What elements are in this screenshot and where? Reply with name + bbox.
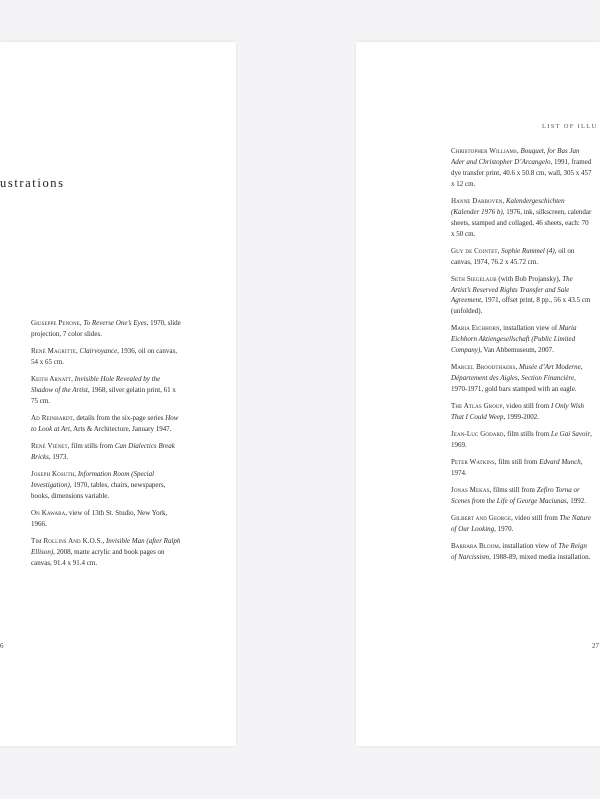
caption-entry: René Magritte, Clairvoyance, 1936, oil on canvas, 54 x 65 cm. [31,347,177,366]
artist-name: Joseph Kosuth [31,469,75,478]
artist-name: René Magritte [31,347,77,355]
caption-entry: Christopher Williams, Bouquet, for Bas Jan Ader and Christopher D’Arcangelo, 1991, framed dye transfer print, 40.6 x 50.8 cm, wall, 305 x 457 x 12 cm. [451,147,592,188]
artist-name: Peter Watkins [451,458,495,467]
caption-entry [451,323,593,356]
work-title: The Reign of Narcissism [451,542,587,562]
artist-name: Maria Eichhorn [451,324,500,333]
artist-name: On Kawara [31,508,66,517]
caption-prefix: , film stills from [503,430,551,439]
work-details: , 1970, tables, chairs, newspapers, books, dimensions variable. [31,480,166,500]
work-title: Bouquet, for Bas Jan Ader and Christopher D’Arcangelo [451,147,580,166]
caption-prefix: , film stills from [67,441,115,450]
work-title: Invisible Man (after Ralph Ellison) [31,536,181,556]
caption-entry [451,401,593,423]
caption-entry [451,485,593,507]
caption-prefix: , films still from [489,486,537,495]
caption-entry [451,513,593,535]
left-illustration-list [31,318,183,575]
caption-entry: Keith Arnatt, Invisible Hole Revealed by the Shadow of the Artist, 1968, silver gelatin print, 61 x 75 cm. [31,375,176,405]
work-title: Edvard Munch [539,458,581,467]
work-details: , oil on canvas, 1974, 76.2 x 45.72 cm. [451,246,575,266]
caption-entry [31,441,183,463]
caption-entry [451,457,593,479]
work-title: Maria Eichhorn Aktiengesellschaft (Public Limited Company) [451,324,577,355]
work-title: I Only Wish That I Could Weep [451,402,584,422]
work-details: , 1970-1971, gold bars stamped with an eagle. [451,374,577,394]
work-details: , 1970, slide projection, 7 color slides. [31,319,181,338]
page-number: 6 [0,642,4,650]
caption-entry [451,274,593,318]
artist-name: Tim Rollins And K.O.S. [31,536,103,545]
work-title: Information Room (Special Investigation) [31,469,155,489]
work-title: Kalendergeschichten (Kalender 1976 b) [451,196,565,216]
artist-name: Marcel Broodthaers [451,363,516,372]
caption-prefix: , details from the six-page series [72,413,166,422]
caption-prefix: , view of 13th St. Studio, New York, 1966. [31,508,168,528]
work-title: Le Gai Savoir [550,430,591,439]
work-details: , 1988-89, mixed media installation. [489,553,591,562]
work-title: Zefiro Torna or Scenes from the Life of George Maciunas [451,486,580,506]
artist-name: René Viénet [31,441,68,450]
work-details: , Arts & Architecture, January 1947. [69,424,172,433]
work-details: , 1992. [566,497,586,506]
work-title: Musée d’Art Moderne, Département des Aigles, Section Financière [451,363,583,383]
work-details: , 1968, silver gelatin print, 61 x 75 cm. [31,385,176,405]
artist-name: Ad Reinhardt [31,413,73,422]
artist-name: Gilbert and George [451,514,512,523]
work-details: , 1969. [451,430,592,450]
work-title: To Reverse One’s Eyes [83,319,147,327]
artist-name: Guy de Cointet [451,246,498,255]
artist-name: Hanne Darboven [451,196,503,205]
right-page [356,42,600,746]
artist-name: Seth Siegelaub [451,274,497,283]
caption-entry: Joseph Kosuth, Information Room (Special Investigation), 1970, tables, chairs, newspapers, books, dimensions variable. [31,469,166,500]
section-title: ustrations [0,176,65,190]
artist-name: Christopher Williams [451,147,517,155]
caption-entry: Hanne Darboven, Kalendergeschichten (Kalender 1976 b), 1976, ink, silkscreen, calendar sheets, stamped and collaged, 46 sheets, each: 70 x 50 cm. [451,196,592,238]
artist-name: Keith Arnatt [31,375,72,383]
work-details: , 1971, offset print, 8 pp., 56 x 43.5 cm (unfolded). [451,296,591,316]
work-details: , 1976, ink, silkscreen, calendar sheets, stamped and collaged, 46 sheets, each: 70 x 50 cm. [451,207,592,238]
running-header: LIST OF ILLU [542,123,598,130]
artist-name: Giuseppe Penone [31,319,80,327]
caption-prefix: , installation view of [499,324,559,333]
caption-entry: Giuseppe Penone, To Reverse One’s Eyes, 1970, slide projection, 7 color slides. [31,319,181,338]
work-details: , 1991, framed dye transfer print, 40.6 x 50.8 cm, wall, 305 x 457 x 12 cm. [451,157,592,188]
work-title: Sophie Rummel (4) [501,246,555,255]
work-title: Can Dialectics Break Bricks [31,441,175,461]
right-illustration-list [451,146,593,569]
work-details: , 1999-2002. [503,413,540,422]
work-details: , 1974. [451,458,583,478]
caption-prefix: , video still from [502,402,551,411]
artist-name: Barbara Bloom [451,542,499,551]
caption-entry [451,429,593,451]
work-title: Clairvoyance [79,347,118,355]
artist-name: The Atlas Group [451,402,503,411]
work-details: , 2008, matte acrylic and book pages on canvas, 91.4 x 91.4 cm. [31,547,165,567]
work-title: The Artist’s Reserved Rights Transfer and Sale Agreement [451,274,573,305]
work-title: The Nature of Our Looking [451,514,591,534]
artist-name: Jonas Mekas [451,486,490,495]
work-title: Invisible Hole Revealed by the Shadow of the Artist [31,375,161,394]
caption-entry [451,541,593,563]
caption-entry [31,508,183,530]
work-title: How to Look at Art [31,413,179,433]
caption-prefix: , video still from [511,514,560,523]
artist-name: Jean-Luc Godard [451,430,504,439]
caption-entry: Guy de Cointet, Sophie Rummel (4), oil on canvas, 1974, 76.2 x 45.72 cm. [451,246,575,266]
work-details: , 1970. [494,525,514,534]
caption-prefix: , film still from [494,458,540,467]
caption-entry: Tim Rollins And K.O.S., Invisible Man (after Ralph Ellison), 2008, matte acrylic and book pages on canvas, 91.4 x 91.4 cm. [31,536,181,567]
page-number: 27 [592,642,599,650]
caption-prefix: (with Bob Projansky), [496,274,563,283]
caption-prefix: , installation view of [498,542,559,551]
caption-entry [31,413,183,435]
left-page [0,42,236,746]
work-details: , 1936, oil on canvas, 54 x 65 cm. [31,347,177,366]
work-details: , 1973. [48,452,69,461]
work-details: , Van Abbemuseum, 2007. [480,346,554,355]
caption-entry: Marcel Broodthaers, Musée d’Art Moderne, Département des Aigles, Section Financière, 1970-1971, gold bars stamped with an eagle. [451,363,583,394]
